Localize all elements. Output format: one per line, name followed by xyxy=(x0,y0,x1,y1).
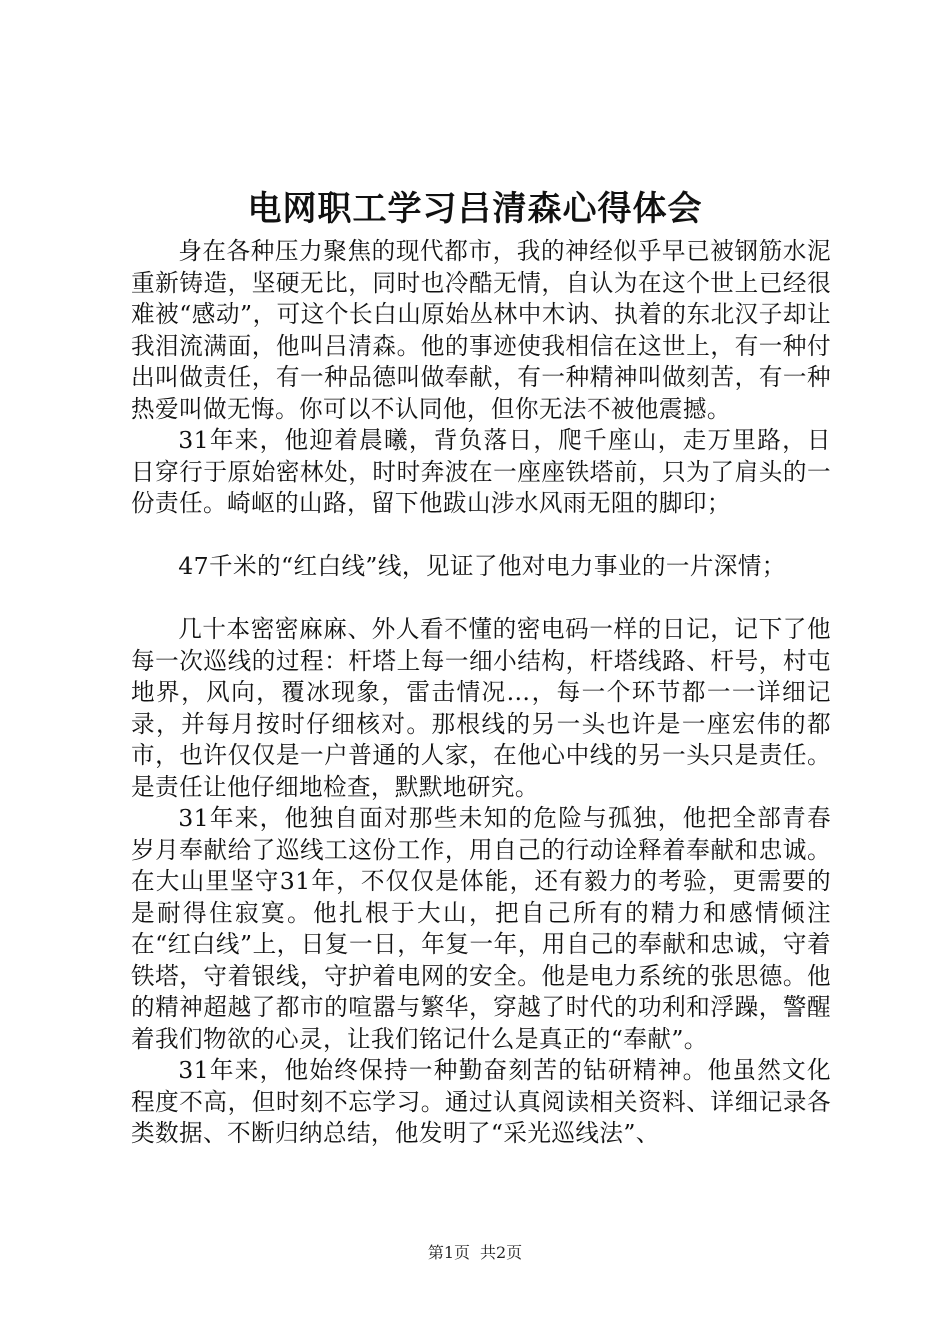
paragraph: 几十本密密麻麻、外人看不懂的密电码一样的日记，记下了他每一次巡线的过程：杆塔上每一细小结构，杆塔线路、杆号，村屯地界，风向，覆冰现象，雷击情况…，每一个环节都一一详细记录，并每月按时仔细核对。那根线的另一头也许是一座宏伟的都市，也许仅仅是一户普通的人家，在他心中线的另一头只是责任。是责任让他仔细地检查，默默地研究。 xyxy=(131,615,831,801)
document-title: 电网职工学习吕清森心得体会 xyxy=(247,189,703,229)
page-number: 第1页 xyxy=(427,1243,470,1262)
page-footer xyxy=(0,1241,950,1265)
paragraph: 身在各种压力聚焦的现代都市，我的神经似乎早已被钢筋水泥重新铸造，坚硬无比，同时也冷酷无情，自认为在这个世上已经很难被“感动”，可这个长白山原始丛林中木讷、执着的东北汉子却让我泪流满面，他叫吕清森。他的事迹使我相信在这世上，有一种付出叫做责任，有一种品德叫做奉献，有一种精神叫做刻苦，有一种热爱叫做无悔。你可以不认同他，但你无法不被他震撼。 xyxy=(131,237,831,423)
paragraph: 31年来，他独自面对那些未知的危险与孤独，他把全部青春岁月奉献给了巡线工这份工作，用自己的行动诠释着奉献和忠诚。在大山里坚守31年，不仅仅是体能，还有毅力的考验，更需要的是耐得住寂寞。他扎根于大山，把自己所有的精力和感情倾注在“红白线”上，日复一日，年复一年，用自己的奉献和忠诚，守着铁塔，守着银线，守护着电网的安全。他是电力系统的张思德。他的精神超越了都市的喧嚣与繁华，穿越了时代的功利和浮躁，警醒着我们物欲的心灵，让我们铭记什么是真正的“奉献”。 xyxy=(131,804,831,1053)
paragraph: 47千米的“红白线”线，见证了他对电力事业的一片深情； xyxy=(178,552,786,580)
page-total: 共2页 xyxy=(480,1243,523,1262)
paragraph: 31年来，他迎着晨曦，背负落日，爬千座山，走万里路，日日穿行于原始密林处，时时奔波在一座座铁塔前，只为了肩头的一份责任。崎岖的山路，留下他跋山涉水风雨无阻的脚印； xyxy=(131,426,831,517)
document-body xyxy=(131,236,831,1150)
paragraph: 31年来，他始终保持一种勤奋刻苦的钻研精神。他虽然文化程度不高，但时刻不忘学习。通过认真阅读相关资料、详细记录各类数据、不断归纳总结，他发明了“采光巡线法”、 xyxy=(131,1056,831,1147)
